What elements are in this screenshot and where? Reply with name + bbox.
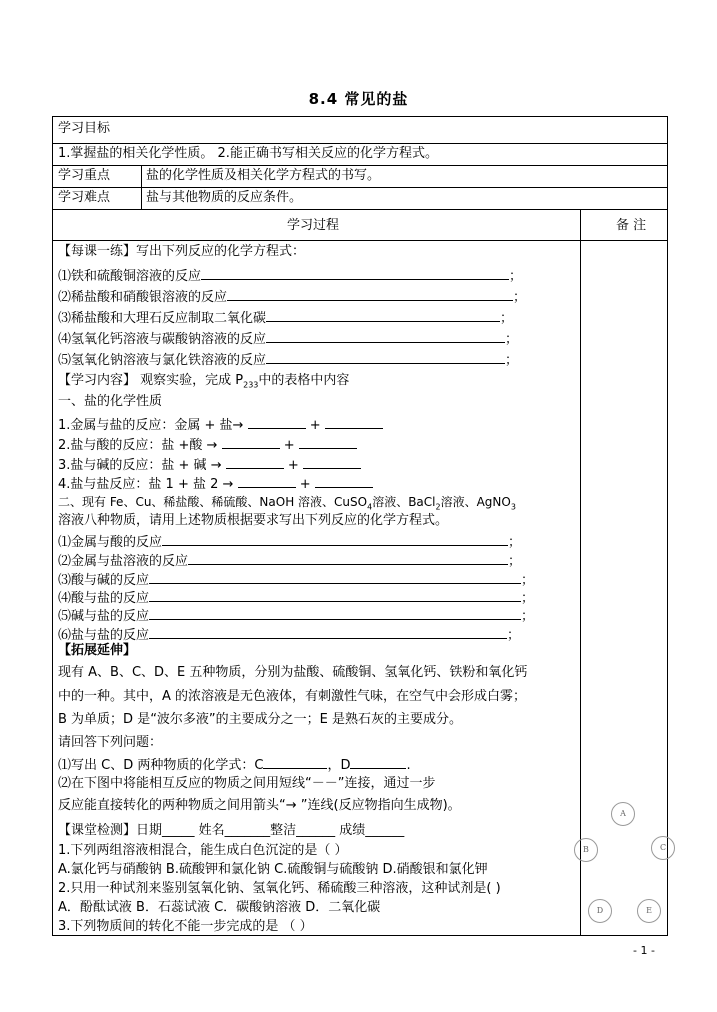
test-question: 1.下列两组溶液相混合，能生成白色沉淀的是（ ）	[58, 843, 348, 858]
content-heading: 【学习内容】 观察实验，完成 $P_{233}$中的表格中内容	[58, 373, 350, 390]
practice-item: ⑵稀盐酸和硝酸银溶液的反应 ；	[58, 286, 526, 307]
objectives-text: 1.掌握盐的相关化学性质。 2.能正确书写相关反应的化学方程式。	[58, 146, 438, 161]
table-rule	[52, 240, 668, 241]
reaction-item: ⑹盐与盐的反应 ；	[58, 624, 520, 645]
table-rule	[52, 143, 668, 144]
practice-item: ⑸氢氧化钠溶液与氯化铁溶液的反应 ；	[58, 349, 518, 370]
extension-text: 现有 A、B、C、D、E 五种物质，分别为盐酸、硫酸铜、氢氧化钙、铁粉和氧化钙	[58, 665, 528, 680]
difficulty-text: 盐与其他物质的反应条件。	[146, 190, 303, 205]
reaction-item: ⑴金属与酸的反应 ；	[58, 531, 521, 552]
table-rule	[141, 165, 142, 209]
extension-text: 请回答下列问题：	[58, 735, 163, 750]
extension-question: ⑴写出 C、D 两种物质的化学式：C ，D .	[58, 754, 411, 775]
table-rule	[52, 209, 668, 210]
diagram-node-e: E	[637, 899, 661, 923]
key-text: 盐的化学性质及相关化学方程式的书写。	[146, 168, 381, 183]
page-number: - 1 -	[633, 944, 655, 957]
section-heading: 一、盐的化学性质	[58, 394, 163, 409]
test-question: 3.下列物质间的转化不能一步完成的是 （ ）	[58, 919, 313, 934]
practice-item: ⑷氢氧化钙溶液与碳酸钠溶液的反应 ；	[58, 328, 518, 349]
difficulty-label: 学习难点	[58, 190, 111, 205]
test-options: A.氯化钙与硝酸钠 B.硫酸钾和氯化钠 C.硫酸铜与硫酸钠 D.硝酸银和氯化钾	[58, 862, 488, 877]
section-heading: 二、现有 Fe、Cu、稀盐酸、稀硫酸、NaOH 溶液、CuSO$_4$溶液、BaCl$_2$溶液、AgNO$_3$	[58, 495, 516, 512]
test-options: A．酚酞试液 B．石蕊试液 C．碳酸钠溶液 D．二氧化碳	[58, 900, 381, 915]
section-text: 溶液八种物质，请用上述物质根据要求写出下列反应的化学方程式。	[58, 513, 449, 528]
reaction-item: ⑶酸与碱的反应 ；	[58, 569, 534, 590]
property-line: 1.金属与盐的反应：金属 + 盐→ +	[58, 414, 383, 435]
key-label: 学习重点	[58, 168, 111, 183]
table-rule	[580, 209, 581, 936]
objectives-label: 学习目标	[58, 121, 111, 136]
practice-item: ⑴铁和硫酸铜溶液的反应 ；	[58, 265, 522, 286]
diagram-node-d: D	[588, 899, 612, 923]
table-rule	[52, 187, 668, 188]
diagram-node-a: A	[611, 802, 635, 826]
reaction-item: ⑸碱与盐的反应 ；	[58, 605, 534, 626]
extension-question: 反应能直接转化的两种物质之间用箭头“→ ”连线(反应物指向生成物)。	[58, 798, 461, 813]
diagram-node-b: B	[574, 838, 598, 862]
property-line: 4.盐与盐反应：盐 1 + 盐 2 → +	[58, 473, 373, 494]
practice-item: ⑶稀盐酸和大理石反应制取二氧化碳 ；	[58, 307, 513, 328]
test-heading: 【课堂检测】日期_____ 姓名_______整洁______ 成绩______	[58, 823, 405, 838]
notes-label: 备 注	[616, 218, 647, 233]
reaction-item: ⑷酸与盐的反应 ；	[58, 587, 534, 608]
page-title: 8.4 常见的盐	[308, 90, 409, 108]
property-line: 3.盐与碱的反应：盐 + 碱 → +	[58, 454, 361, 475]
reaction-item: ⑵金属与盐溶液的反应 ；	[58, 550, 521, 571]
practice-heading: 【每课一练】写出下列反应的化学方程式：	[58, 244, 306, 259]
diagram-node-c: C	[651, 836, 675, 860]
process-label: 学习过程	[287, 218, 340, 233]
property-line: 2.盐与酸的反应：盐 +酸 → +	[58, 434, 357, 455]
table-rule	[52, 165, 668, 166]
extension-text: B 为单质；D 是“波尔多液”的主要成分之一；E 是熟石灰的主要成分。	[58, 712, 463, 727]
extension-question: ⑵在下图中将能相互反应的物质之间用短线“－－”连接，通过一步	[58, 776, 436, 791]
test-question: 2.只用一种试剂来鉴别氢氧化钠、氢氧化钙、稀硫酸三种溶液，这种试剂是( )	[58, 881, 501, 896]
extension-text: 中的一种。其中，A 的浓溶液是无色液体，有刺激性气味，在空气中会形成白雾；	[58, 689, 527, 704]
extension-heading: 【拓展延伸】	[58, 643, 137, 658]
